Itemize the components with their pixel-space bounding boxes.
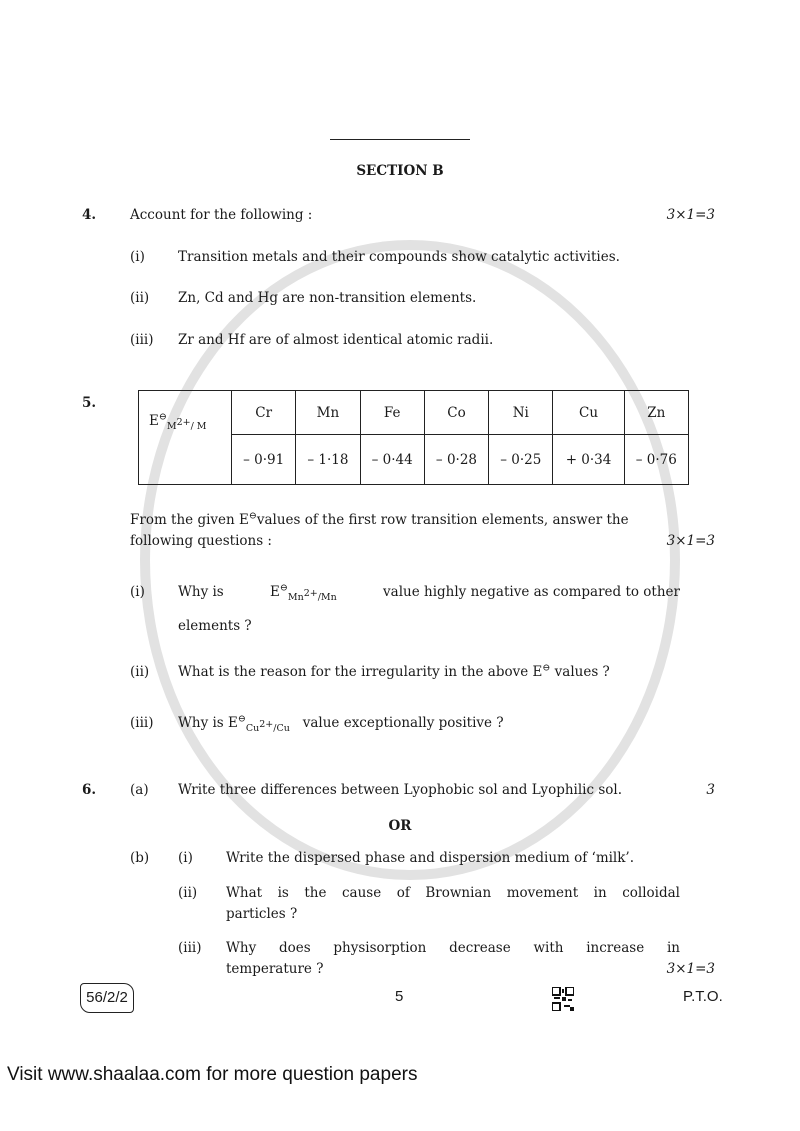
subpart-text: Write the dispersed phase and dispersion medium of ‘milk’. xyxy=(226,850,635,866)
part-text-line2: elements ? xyxy=(178,618,252,634)
subpart-label: (iii) xyxy=(178,940,202,956)
question-intro: From the given E⊖values of the first row transition elements, answer the xyxy=(130,510,629,528)
part-text: What is the reason for the irregularity in the above E⊖ values ? xyxy=(178,662,610,680)
page-number: 5 xyxy=(395,988,404,1005)
pto-label: P.T.O. xyxy=(683,988,723,1005)
potential-value: + 0·34 xyxy=(553,435,624,485)
subpart-text: Why does physisorption decrease with increase in xyxy=(226,940,680,956)
question-number: 4. xyxy=(82,207,97,223)
potential-value: – 1·18 xyxy=(296,435,360,485)
part-text: Zn, Cd and Hg are non-transition elements. xyxy=(178,290,477,306)
section-title: SECTION B xyxy=(356,163,444,179)
marks: 3 xyxy=(706,782,715,798)
element-header: Cu xyxy=(553,391,624,435)
qr-code-icon xyxy=(552,987,574,1011)
question-intro-line2: following questions : xyxy=(130,533,272,549)
element-header: Ni xyxy=(489,391,553,435)
element-header: Fe xyxy=(360,391,424,435)
subpart-label: (i) xyxy=(178,850,193,866)
part-label: (iii) xyxy=(130,715,154,731)
potential-value: – 0·76 xyxy=(624,435,688,485)
element-header: Cr xyxy=(232,391,296,435)
subpart-text: What is the cause of Brownian movement in colloidal xyxy=(226,885,680,901)
part-text: Zr and Hf are of almost identical atomic radii. xyxy=(178,332,494,348)
part-label: (iii) xyxy=(130,332,154,348)
part-text: Transition metals and their compounds show catalytic activities. xyxy=(178,249,620,265)
part-text: Why is $E^⊖_{Mn^{2+}/Mn}$ value highly negative as compared to other xyxy=(178,582,680,603)
subpart-label: (ii) xyxy=(178,885,198,901)
part-text: Why is $E^⊖_{Cu^{2+}/Cu}$ value exceptionally positive ? xyxy=(178,713,504,734)
potential-value: – 0·91 xyxy=(232,435,296,485)
part-label: (i) xyxy=(130,584,145,600)
marks: 3×1=3 xyxy=(666,533,715,549)
subpart-text-line2: temperature ? xyxy=(226,961,324,977)
potential-value: – 0·25 xyxy=(489,435,553,485)
question-number: 5. xyxy=(82,395,97,411)
electrode-potential-table xyxy=(138,390,689,485)
marks: 3×1=3 xyxy=(666,961,715,977)
element-header: Zn xyxy=(624,391,688,435)
section-divider xyxy=(330,139,470,140)
shaalaa-link[interactable]: Visit www.shaalaa.com for more question papers xyxy=(7,1064,418,1085)
or-separator: OR xyxy=(388,818,412,834)
part-label: (a) xyxy=(130,782,149,798)
question-number: 6. xyxy=(82,782,97,798)
subpart-text-line2: particles ? xyxy=(226,906,298,922)
part-label: (b) xyxy=(130,850,150,866)
part-label: (ii) xyxy=(130,664,150,680)
part-label: (i) xyxy=(130,249,145,265)
paper-code: 56/2/2 xyxy=(80,983,134,1013)
part-text: Write three differences between Lyophobic sol and Lyophilic sol. xyxy=(178,782,622,798)
marks: 3×1=3 xyxy=(666,207,715,223)
potential-value: – 0·44 xyxy=(360,435,424,485)
row-header: $E^⊖_{M^{2+}/ M}$ xyxy=(139,391,232,485)
part-label: (ii) xyxy=(130,290,150,306)
potential-value: – 0·28 xyxy=(424,435,488,485)
question-text: Account for the following : xyxy=(130,207,313,223)
element-header: Mn xyxy=(296,391,360,435)
element-header: Co xyxy=(424,391,488,435)
